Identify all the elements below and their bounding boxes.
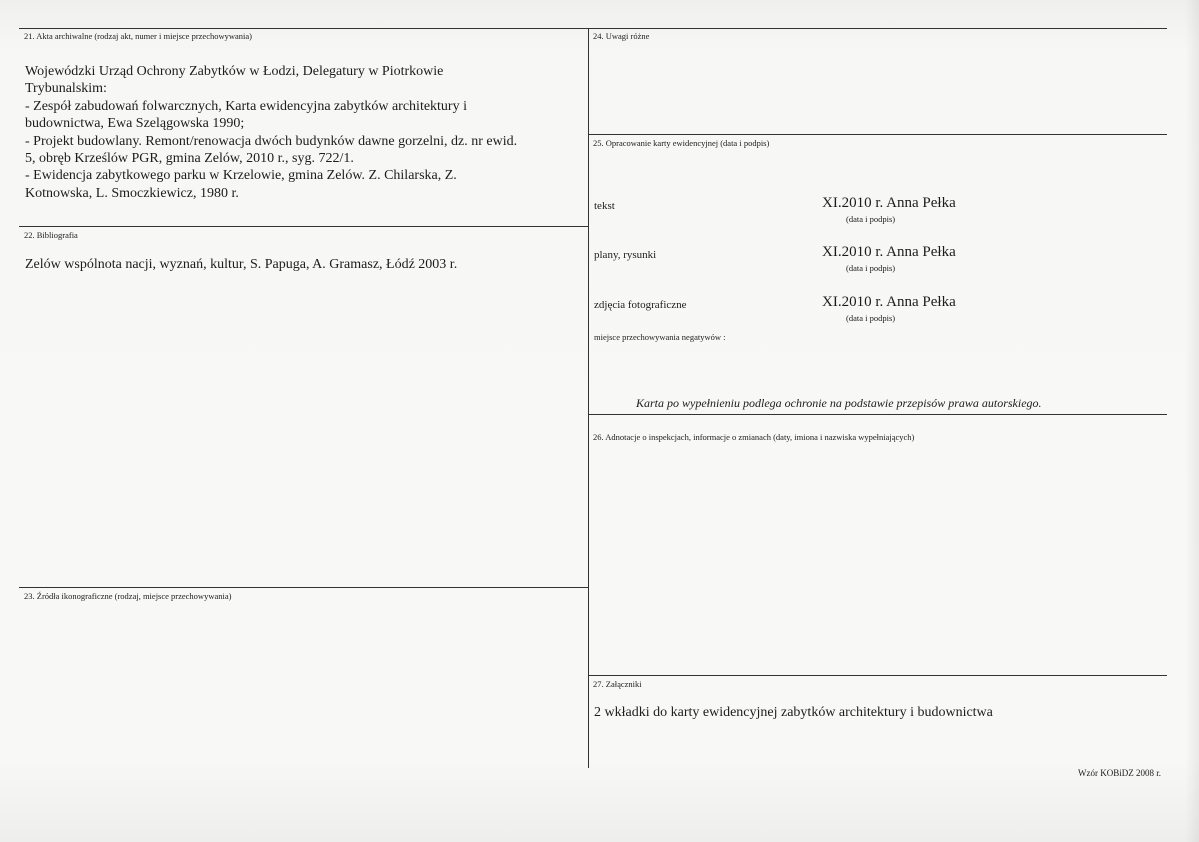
row-label-plans: plany, rysunki: [594, 249, 657, 261]
section-21-line: 5, obręb Krześlów PGR, gmina Zelów, 2010 r., syg. 722/1.: [25, 151, 354, 167]
section-24-label: 24. Uwagi różne: [593, 31, 650, 41]
section-21-label: 21. Akta archiwalne (rodzaj akt, numer i miejsce przechowywania): [24, 31, 252, 41]
section-22-label: 22. Bibliografia: [24, 230, 78, 240]
section-21-content: [25, 63, 517, 202]
section-21-line: - Zespół zabudowań folwarcznych, Karta ewidencyjna zabytków architektury i: [25, 98, 467, 114]
column-divider: [588, 28, 589, 768]
section-25-top-rule: [588, 134, 1167, 135]
section-27-top-rule: [588, 675, 1167, 676]
section-21-line: - Ewidencja zabytkowego parku w Krzelowie, gmina Zelów. Z. Chilarska, Z.: [25, 168, 457, 184]
section-22-top-rule: [19, 226, 588, 227]
section-21-line: Trybunalskim:: [25, 81, 107, 97]
section-25-label: 25. Opracowanie karty ewidencyjnej (data i podpis): [593, 138, 770, 148]
row-signature-caption: (data i podpis): [846, 214, 896, 224]
copyright-note: Karta po wypełnieniu podlega ochronie na podstawie przepisów prawa autorskiego.: [636, 396, 1042, 410]
row-signature-photos: XI.2010 r. Anna Pełka: [822, 294, 956, 310]
section-26-label: 26. Adnotacje o inspekcjach, informacje o zmianach (daty, imiona i nazwiska wypełniających): [593, 432, 915, 442]
section-21-line: budownictwa, Ewa Szelągowska 1990;: [25, 116, 245, 132]
bibliography-entry: Zelów wspólnota nacji, wyznań, kultur, S. Papuga, A. Gramasz, Łódź 2003 r.: [25, 257, 458, 272]
section-26-top-rule: [588, 414, 1167, 415]
row-signature-caption: (data i podpis): [846, 263, 896, 273]
negatives-location-label: miejsce przechowywania negatywów :: [594, 332, 726, 342]
section-21-line: - Projekt budowlany. Remont/renowacja dwóch budynków dawne gorzelni, dz. nr ewid.: [25, 133, 518, 149]
section-27-label: 27. Załączniki: [593, 679, 642, 689]
section-21-line: Wojewódzki Urząd Ochrony Zabytków w Łodzi, Delegatury w Piotrkowie: [25, 64, 444, 79]
row-label-text: tekst: [594, 200, 615, 212]
form-template-footer: Wzór KOBiDZ 2008 r.: [1078, 768, 1161, 778]
attachments-entry: 2 wkładki do karty ewidencyjnej zabytków architektury i budownictwa: [594, 705, 993, 720]
row-signature-plans: XI.2010 r. Anna Pełka: [822, 244, 956, 260]
row-label-photos: zdjęcia fotograficzne: [594, 299, 687, 311]
section-23-top-rule: [19, 587, 588, 588]
row-signature-text: XI.2010 r. Anna Pełka: [822, 195, 956, 211]
row-signature-caption: (data i podpis): [846, 313, 896, 323]
section-21-line: Kotnowska, L. Smoczkiewicz, 1980 r.: [25, 185, 239, 201]
section-23-label: 23. Źródła ikonograficzne (rodzaj, miejsce przechowywania): [24, 591, 232, 601]
top-rule: [19, 28, 1167, 29]
page-edge-shadow: [1185, 0, 1199, 842]
